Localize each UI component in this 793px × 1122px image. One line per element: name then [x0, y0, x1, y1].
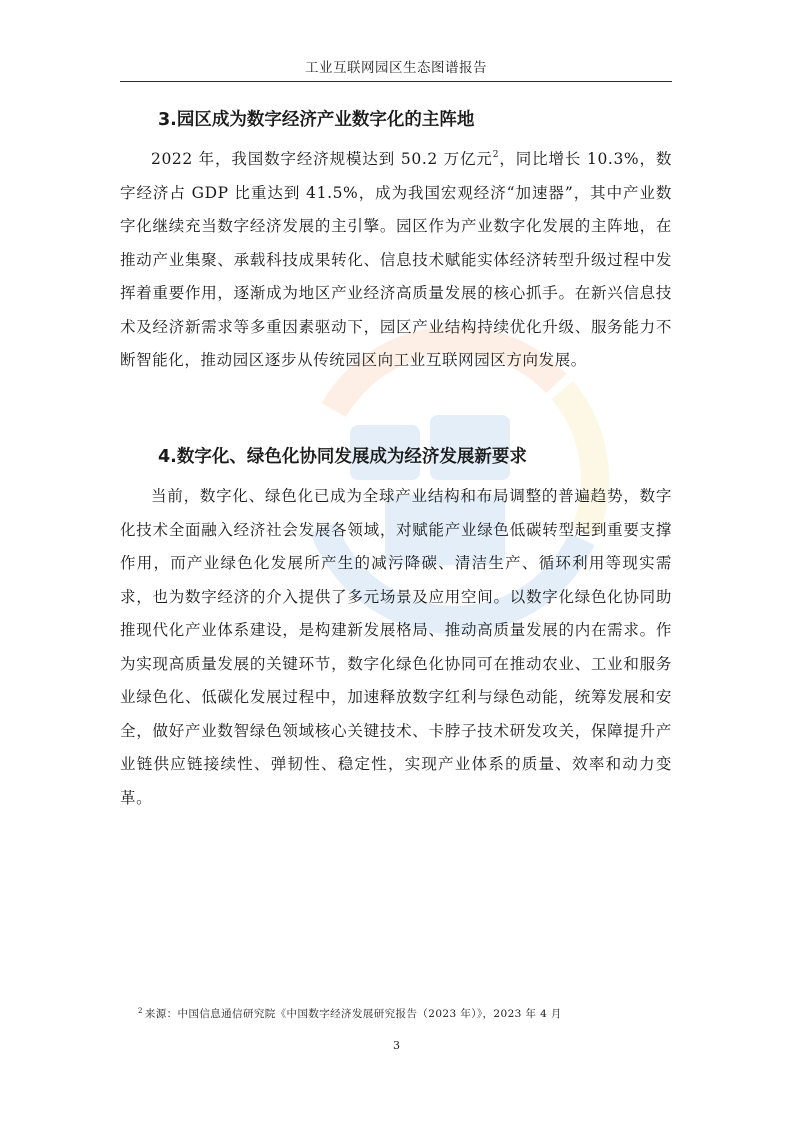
footnote-reference: 2	[492, 150, 500, 160]
section-4-paragraph: 当前，数字化、绿色化已成为全球产业结构和布局调整的普遍趋势，数字化技术全面融入经济社会发展各领域，对赋能产业绿色低碳转型起到重要支撑作用，而产业绿色化发展所产生的减污降碳、清洁生产、循环利用等现实需求，也为数字经济的介入提供了多元场景及应用空间。以数字化绿色化协同助推现代化产业体系建设，是构建新发展格局、推动高质量发展的内在需求。作为实现高质量发展的关键环节，数字化绿色化协同可在推动农业、工业和服务业绿色化、低碳化发展过程中，加速释放数字红利与绿色动能，统筹发展和安全，做好产业数智绿色领域核心关键技术、卡脖子技术研发攻关，保障提升产业链供应链接续性、弹韧性、稳定性，实现产业体系的质量、效率和动力变革。	[120, 487, 672, 807]
footnote	[138, 1003, 562, 1022]
section-heading-3: 3.园区成为数字经济产业数字化的主阵地	[158, 110, 475, 130]
header-divider	[120, 81, 672, 82]
page-number: 3	[393, 1039, 400, 1052]
section-heading-4: 4.数字化、绿色化协同发展成为经济发展新要求	[158, 447, 527, 467]
running-header: 工业互联网园区生态图谱报告	[305, 60, 487, 76]
section-3-paragraph	[120, 143, 672, 378]
paragraph-text-part-1: 2022 年，我国数字经济规模达到 50.2 万亿元	[151, 150, 493, 168]
footnote-mark: 2	[138, 1007, 143, 1015]
footnote-text: 来源：中国信息通信研究院《中国数字经济发展研究报告（2023 年）》，2023 年 4 月	[144, 1008, 562, 1020]
paragraph-text-part-2: ，同比增长 10.3%，数字经济占 GDP 比重达到 41.5%，成为我国宏观经济“加速器”，其中产业数字化继续充当数字经济发展的主引擎。园区作为产业数字化发展的主阵地，在推动产业集聚、承载科技成果转化、信息技术赋能实体经济转型升级过程中发挥着重要作用，逐渐成为地区产业经济高质量发展的核心抓手。在新兴信息技术及经济新需求等多重因素驱动下，园区产业结构持续优化升级、服务能力不断智能化，推动园区逐步从传统园区向工业互联网园区方向发展。	[120, 150, 672, 369]
